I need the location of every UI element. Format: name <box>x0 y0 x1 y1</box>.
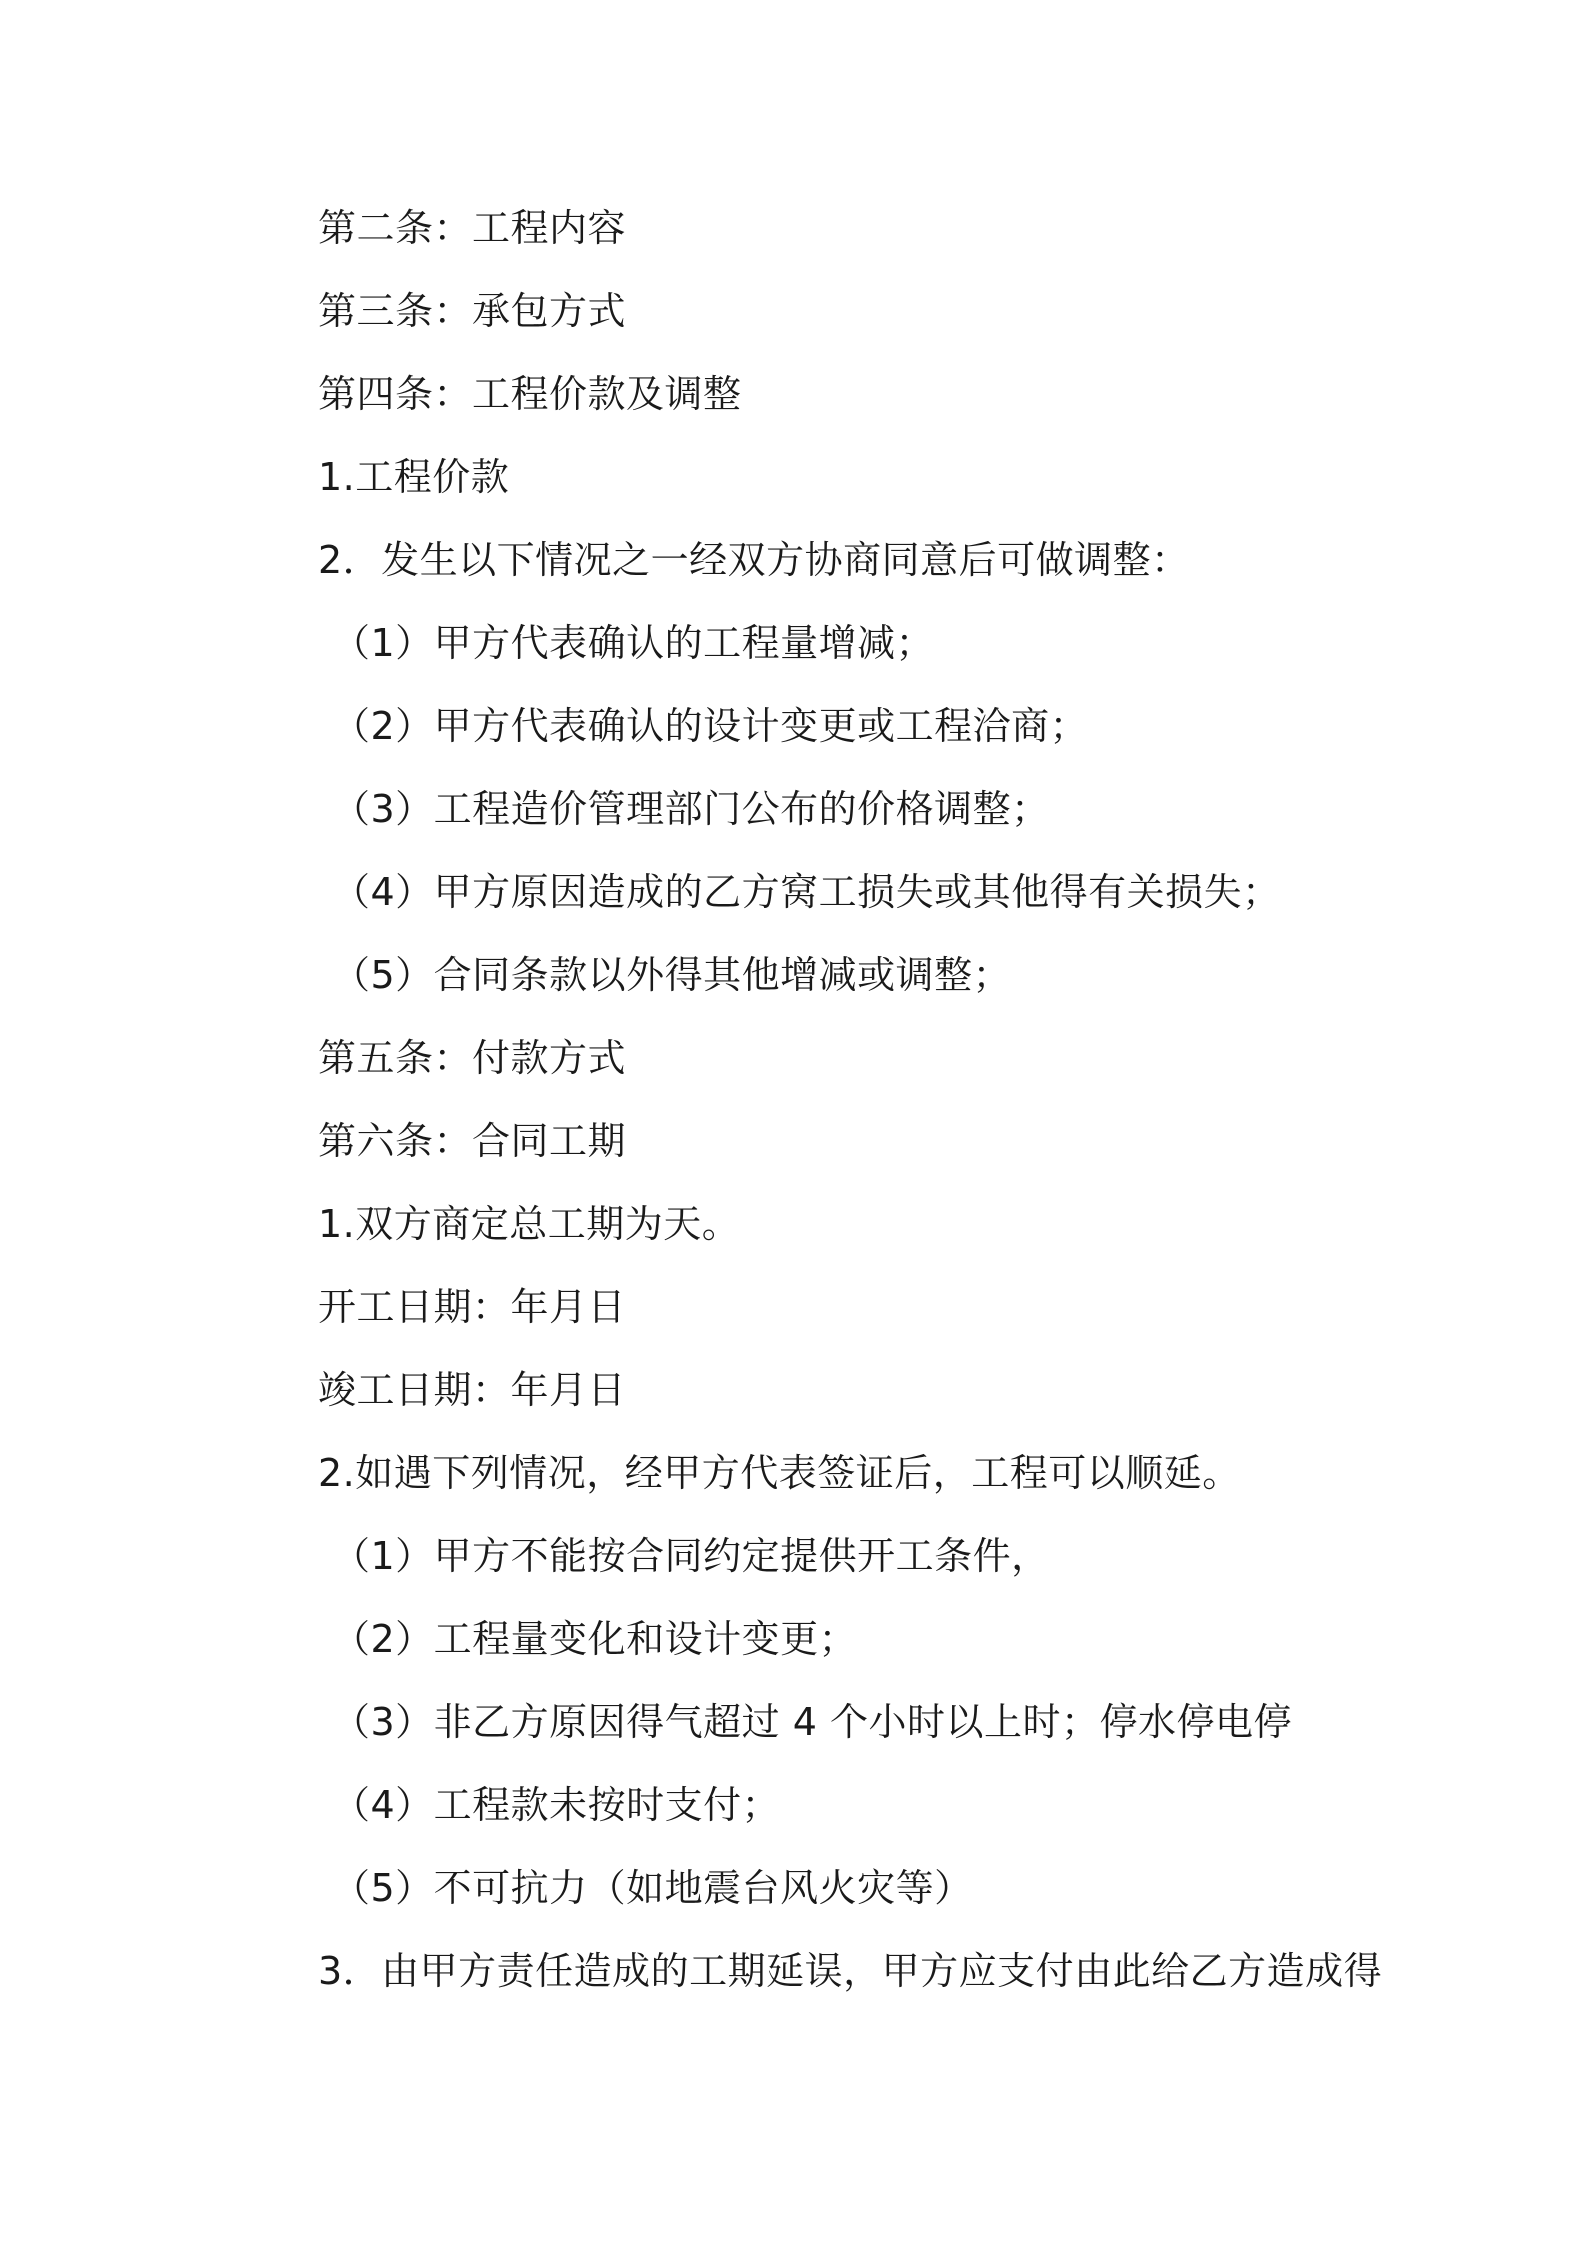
article-3-heading: 第三条：承包方式 <box>318 289 627 333</box>
article-5-heading: 第五条：付款方式 <box>318 1036 627 1080</box>
article-2-heading: 第二条：工程内容 <box>318 206 627 250</box>
list-item: （3）工程造价管理部门公布的价格调整； <box>332 787 1050 831</box>
paragraph-line: 1.工程价款 <box>318 455 510 499</box>
paragraph-line: 3．由甲方责任造成的工期延误，甲方应支付由此给乙方造成得 <box>318 1949 1383 1993</box>
list-item: （3）非乙方原因得气超过 4 个小时以上时；停水停电停 <box>332 1700 1293 1744</box>
list-item: （1）甲方代表确认的工程量增减； <box>332 621 935 665</box>
article-6-heading: 第六条：合同工期 <box>318 1119 627 1163</box>
list-item: （1）甲方不能按合同约定提供开工条件， <box>332 1534 1050 1578</box>
start-date-line: 开工日期：年月日 <box>318 1285 627 1329</box>
list-item: （5）合同条款以外得其他增减或调整； <box>332 953 1012 997</box>
list-item: （5）不可抗力（如地震台风火灾等） <box>332 1866 973 1910</box>
paragraph-line: 2．发生以下情况之一经双方协商同意后可做调整： <box>318 538 1190 582</box>
paragraph-line: 1.双方商定总工期为天。 <box>318 1202 741 1246</box>
completion-date-line: 竣工日期：年月日 <box>318 1368 627 1412</box>
paragraph-line: 2.如遇下列情况，经甲方代表签证后，工程可以顺延。 <box>318 1451 1241 1495</box>
list-item: （4）甲方原因造成的乙方窝工损失或其他得有关损失； <box>332 870 1281 914</box>
list-item: （4）工程款未按时支付； <box>332 1783 781 1827</box>
list-item: （2）甲方代表确认的设计变更或工程洽商； <box>332 704 1089 748</box>
list-item: （2）工程量变化和设计变更； <box>332 1617 858 1661</box>
article-4-heading: 第四条：工程价款及调整 <box>318 372 742 416</box>
